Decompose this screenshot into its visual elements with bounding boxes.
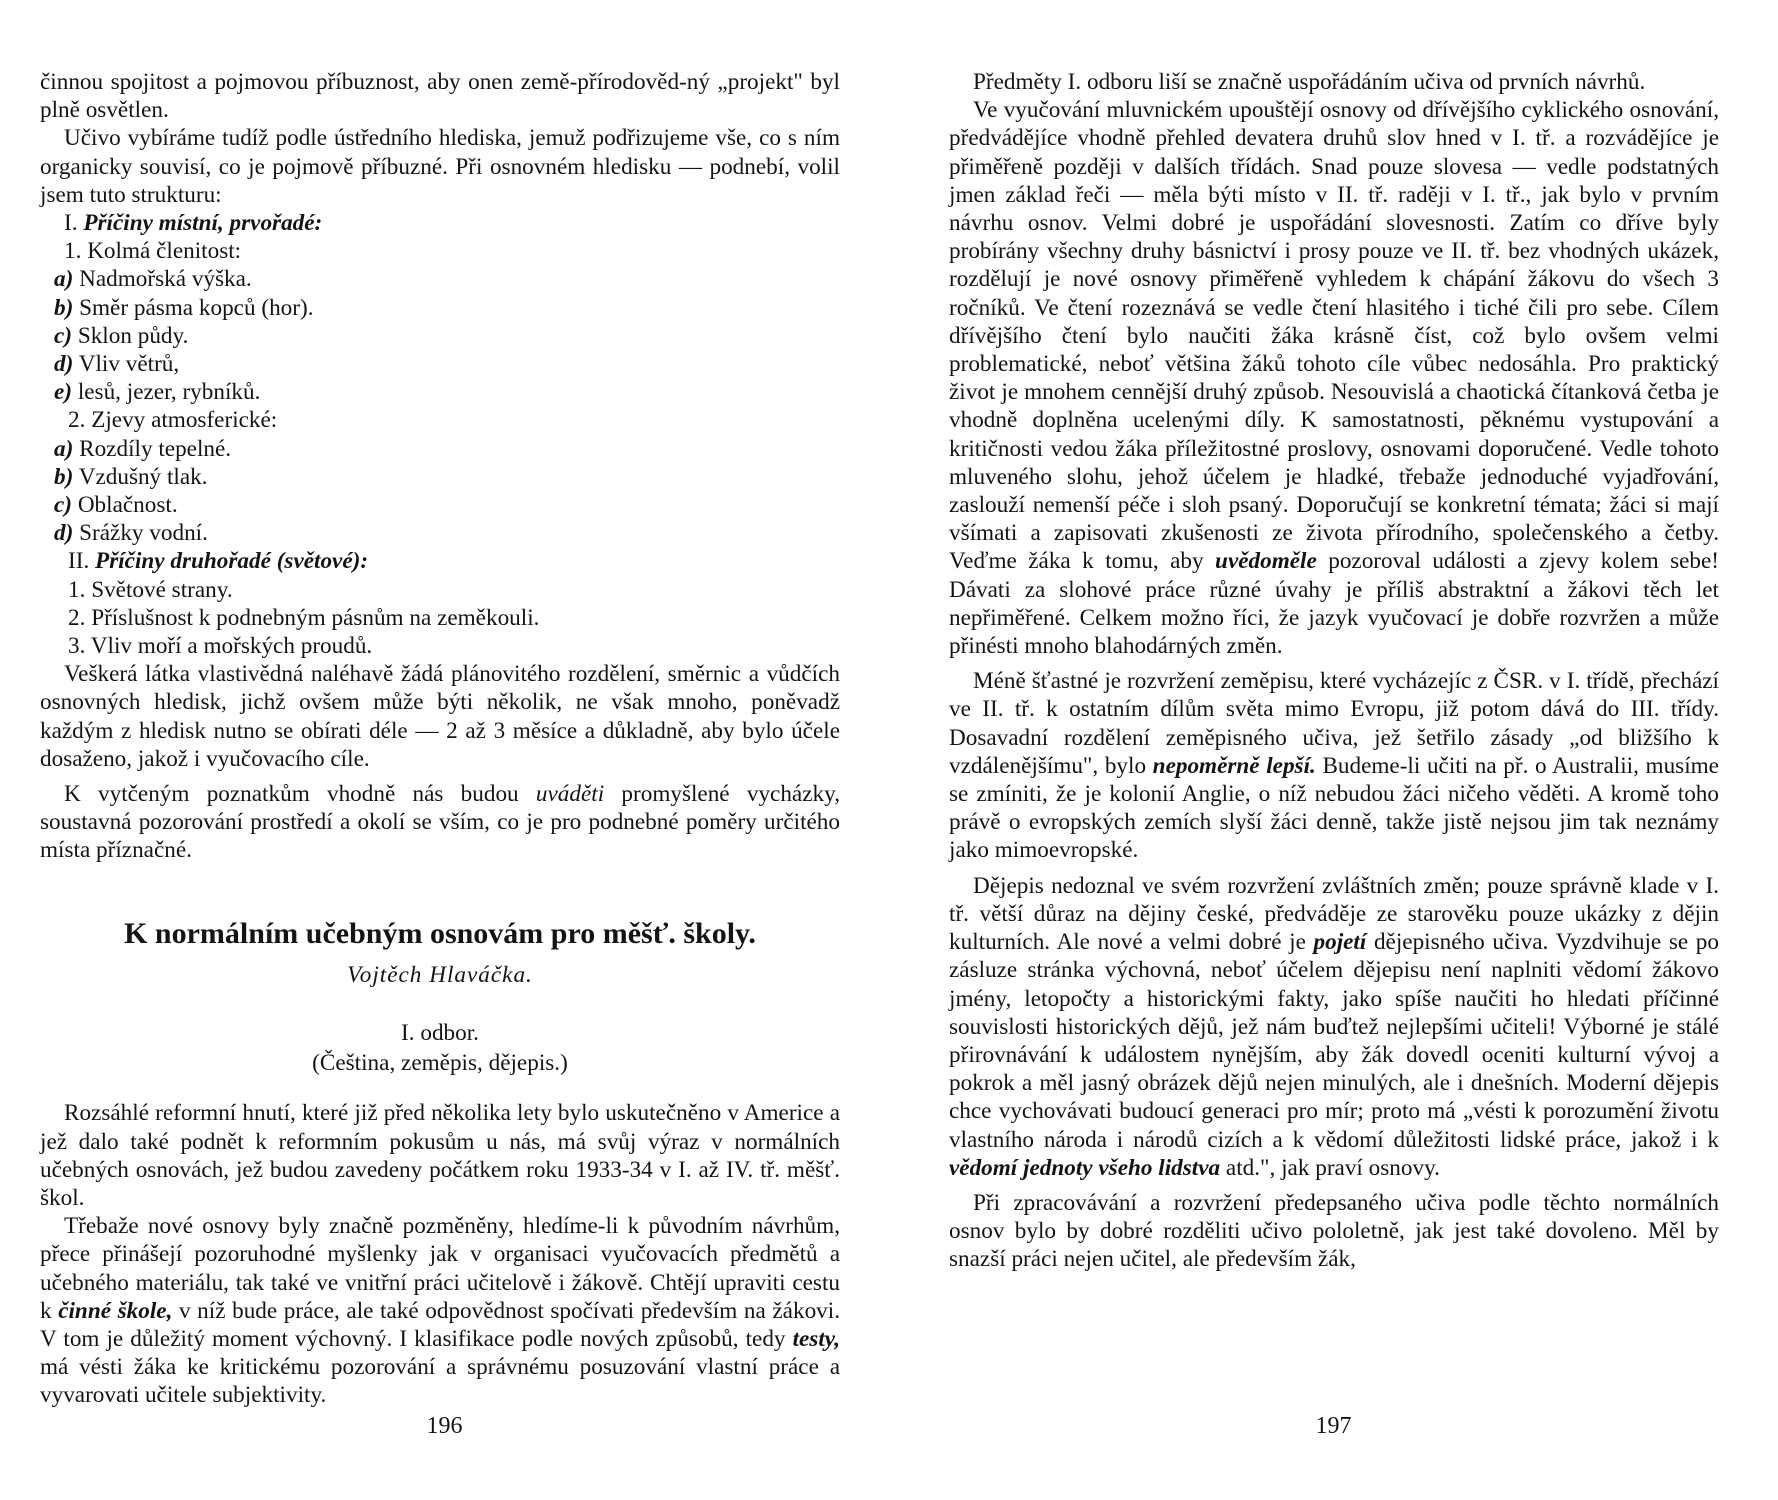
outline-marker: II. bbox=[68, 548, 90, 575]
outline-item bbox=[40, 294, 840, 322]
outline-marker: b) bbox=[54, 463, 74, 490]
outline-text: Světové strany. bbox=[91, 576, 233, 603]
outline-item bbox=[40, 632, 840, 660]
paragraph-grammar: Ve vyučování mluvnickém upouštějí osnovy od dřívějšího cyklického osnování, předvádějíce vhodně přehled devatera druhů slov hned v I. tř. a rozvádějíce je přiměřeně později v dalších třídách. Snad pouze slovesa — vedle podstatných jmen základ řeči — měla býti místo v II. tř. raději v I. tř., jak bylo v prvním návrhu osnov. Velmi dobré je uspořádání slovesnosti. Zatím co dříve byly probírány všechny druhy básnictví i prosy pouze ve II. tř. bez vhodných ukázek, rozdělují je nové osnovy přiměřeně vyhledem k chápání žákovu do všech 3 ročníků. Ve čtení rozeznává se vedle čtení hlasitého i tiché čili pro sebe. Cílem dřívějšího čtení bylo naučiti žáka krásně číst, což bylo ovšem velmi problematické, neboť většina žáků tohoto cíle vůbec nedosáhla. Pro praktický život je mnohem cennější druhý způsob. Nesouvislá a chaotická čítanková četba je vhodně doplněna ucelenými díly. K samostatnosti, pěknému vystupování a kritičnosti vedou žáka příležitostné proslovy, osnovami doporučené. Vedle tohoto mluveného slohu, jehož účelem je hladké, třebaže jednoduché vyjadřování, zaslouží nemenší péče i sloh psaný. Doporučují se konkretní témata; žáci si mají všímati a zapisovati zkušenosti ze života přírodního, společenského a četby. Veďme žáka k tomu, aby uvědoměle pozoroval události a zjevy kolem sebe! Dávati za slohové práce různé úvahy je příliš abstraktní a žákovi těch let nepřiměřené. Celkem možno říci, že jazyk vyučovací je dobře rozvržen a může přinésti mnoho blahodárných změn. bbox=[949, 97, 1719, 660]
outline-item bbox=[40, 237, 840, 265]
outline-marker: c) bbox=[54, 322, 73, 349]
page-number: 197 bbox=[1315, 1413, 1352, 1439]
paragraph-geography: Méně šťastné je rozvržení zeměpisu, které vycházejíc z ČSR. v I. třídě, přechází ve II. tř. k ostatním dílům světa mimo Evropu, již potom dává do III. třídy. Dosavadní rozdělení zeměpisného učiva, jež šetřilo zásady „od bližšího k vzdálenějšímu", bylo nepoměrně lepší. Budeme-li učiti na př. o Australii, musíme se zmíniti, že je kolonií Anglie, o níž nebudou žáci ničeho věděti. A kromě toho právě o evropských zemích slyší žáci denně, takže jistě nejsou jim tak neznámy jako mimoevropské. bbox=[949, 668, 1719, 864]
outline-marker: 1. bbox=[68, 576, 86, 603]
outline-marker: 2. bbox=[68, 604, 86, 631]
outline-text: Vliv větrů, bbox=[78, 351, 180, 378]
outline-item bbox=[40, 265, 840, 293]
paragraph-semester: Při zpracovávání a rozvržení předepsaného učiva podle těchto normálních osnov bylo by dobré rozděliti učivo pololetně, jak jest také dovoleno. Měl by snazší práci nejen učitel, ale především žák, bbox=[949, 1189, 1719, 1273]
outline-text: Směr pásma kopců (hor). bbox=[79, 294, 314, 321]
outline-text: Sklon půdy. bbox=[77, 322, 189, 349]
outline-text: Příčiny místní, prvořadé: bbox=[83, 210, 323, 237]
outline-text: Oblačnost. bbox=[77, 492, 178, 519]
outline-marker: a) bbox=[54, 266, 74, 293]
outline-text: Zjevy atmosferické: bbox=[91, 407, 278, 434]
paragraph-structure-intro: Učivo vybíráme tudíž podle ústředního hlediska, jemuž podřizujeme vše, co s ním organicky souvisí, co je pojmově příbuzné. Při osnovném hledisku — podnebí, volil jsem tuto strukturu: bbox=[40, 125, 840, 208]
paragraph-planning: Veškerá látka vlastivědná naléhavě žádá plánovitého rozdělení, směrnic a vůdčích osnovných hledisk, jichž ovšem může býti několik, ne však mnoho, poněvadž každým z hledisk nutno se obírati déle — 2 až 3 měsíce a důkladně, aby bylo účele dosaženo, jakož i vyučovacího cíle. bbox=[40, 661, 840, 772]
outline-marker: I. bbox=[64, 210, 78, 237]
outline-marker: 1. bbox=[64, 238, 82, 265]
outline-item bbox=[40, 576, 840, 604]
outline-text: Kolmá členitost: bbox=[87, 238, 242, 265]
outline-item bbox=[40, 491, 840, 519]
outline-text: Vliv moří a mořských proudů. bbox=[90, 633, 373, 660]
outline-marker: 3. bbox=[68, 633, 86, 660]
outline-marker: c) bbox=[54, 492, 73, 519]
outline-item bbox=[40, 519, 840, 547]
outline-item bbox=[40, 350, 840, 378]
paragraph-history: Dějepis nedoznal ve svém rozvržení zvláštních změn; pouze správně klade v I. tř. větší důraz na dějiny české, předváděje ze starověku pouze ukázky z dějin kulturních. Ale nové a velmi dobré je pojetí dějepisného učiva. Vyzdvihuje se po zásluze stránka výchovná, neboť účelem dějepisu není naplniti vědomí žákovo jmény, letopočty a historickými fakty, jako spíše naučiti ho hledati příčinné souvislosti historických dějů, jež nám buďtež nejlepšími učiteli! Výborné je stálé přirovnávání k událostem nynějším, aby žák dovedl oceniti kulturní vývoj a pokrok a měl jasný obrázek dějů nejen minulých, ale i dnešních. Moderní dějepis chce vychovávati budoucí generaci pro mír; proto má „vésti k porozumění životu vlastního národa i národů cizích a k vědomí důležitosti lidské práce, jakož i k vědomí jednoty všeho lidstva atd.", jak praví osnovy. bbox=[949, 872, 1719, 1181]
paragraph-reform: Rozsáhlé reformní hnutí, které již před několika lety bylo uskutečněno v Americe a jež dalo také podnět k reformním pokusům u nás, má svůj výraz v normálních učebných osnovách, jež budou zavedeny počátkem roku 1933-34 v I. až IV. tř. měšť. škol. bbox=[40, 1100, 840, 1211]
climate-outline bbox=[40, 209, 840, 660]
outline-text: Vzdušný tlak. bbox=[78, 463, 208, 490]
outline-marker: d) bbox=[54, 520, 74, 547]
outline-text: Příčiny druhořadé (světové): bbox=[95, 548, 369, 575]
left-text-column bbox=[40, 68, 840, 1410]
outline-item bbox=[40, 406, 840, 434]
outline-marker: a) bbox=[54, 435, 74, 462]
outline-text: Nadmořská výška. bbox=[79, 266, 252, 293]
outline-marker: 2. bbox=[68, 407, 86, 434]
article-heading: K normálním učebným osnovám pro měšť. školy. bbox=[124, 916, 756, 950]
page-number: 196 bbox=[426, 1413, 463, 1439]
outline-text: Srážky vodní. bbox=[79, 520, 208, 547]
outline-marker: e) bbox=[54, 379, 73, 406]
outline-text: lesů, jezer, rybníků. bbox=[77, 379, 261, 406]
right-page bbox=[889, 0, 1778, 1500]
outline-item bbox=[40, 547, 840, 575]
outline-marker: d) bbox=[54, 351, 74, 378]
outline-item bbox=[40, 435, 840, 463]
paragraph-new-curricula: Třebaže nové osnovy byly značně pozměněny, hledíme-li k původním návrhům, přece přinášejí pozoruhodné myšlenky jak v organisaci vyučovacích předmětů a učebného materiálu, tak také ve vnitřní práci učitelově i žákově. Chtějí upraviti cestu k činné škole, v níž bude práce, ale také odpovědnost spočívati především na žákovi. V tom je důležitý moment výchovný. I klasifikace podle nových způsobů, tedy testy, má vésti žáka ke kritickému pozorování a správnému posuzování vlastní práce a vyvarovati učitele subjektivity. bbox=[40, 1213, 840, 1409]
outline-text: Příslušnost k podnebným pásnům na zeměkouli. bbox=[91, 604, 540, 631]
section-title: I. odbor. bbox=[401, 1019, 479, 1046]
article-author: Vojtěch Hlaváčka. bbox=[347, 961, 533, 988]
outline-item bbox=[40, 209, 840, 237]
outline-item bbox=[40, 463, 840, 491]
outline-item bbox=[40, 322, 840, 350]
outline-item bbox=[40, 378, 840, 406]
outline-marker: b) bbox=[54, 294, 74, 321]
section-subtitle: (Čeština, zeměpis, dějepis.) bbox=[312, 1050, 568, 1077]
right-text-column bbox=[949, 68, 1719, 1274]
paragraph-excursions: K vytčeným poznatkům vhodně nás budou uváděti promyšlené vycházky, soustavná pozorování prostředí a okolí se vším, co je pro podnebné poměry určitého místa příznačné. bbox=[40, 781, 840, 864]
outline-text: Rozdíly tepelné. bbox=[79, 435, 232, 462]
outline-item bbox=[40, 604, 840, 632]
paragraph-subjects: Předměty I. odboru liší se značně uspořádáním učiva od prvních návrhů. bbox=[973, 69, 1646, 95]
continued-paragraph: činnou spojitost a pojmovou příbuznost, aby onen země-přírodověd-ný „projekt" byl plně osvětlen. bbox=[40, 69, 840, 124]
